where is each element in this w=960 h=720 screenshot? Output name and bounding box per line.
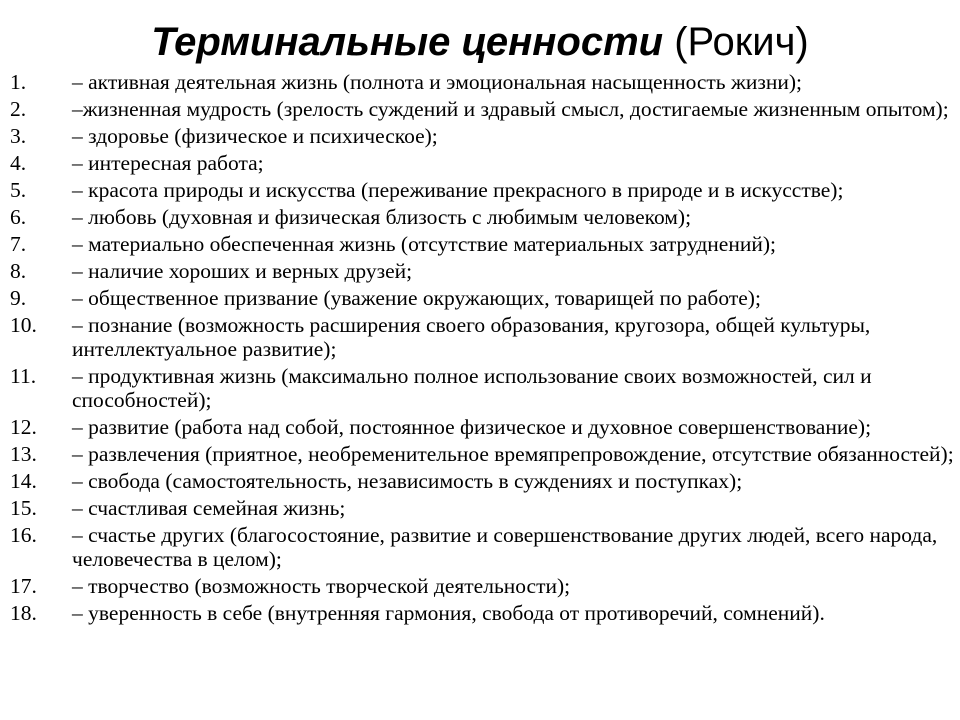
item-text: – уверенность в себе (внутренняя гармония, свобода от противоречий, сомнений). xyxy=(72,601,825,625)
list-item xyxy=(10,259,955,283)
list-item xyxy=(10,178,955,202)
item-number: 10. xyxy=(10,313,37,337)
item-number: 13. xyxy=(10,442,37,466)
item-text: – активная деятельная жизнь (полнота и эмоциональная насыщенность жизни); xyxy=(72,70,802,94)
item-text: – продуктивная жизнь (максимально полное использование своих возможностей, сил и способностей); xyxy=(72,364,872,412)
item-text: – любовь (духовная и физическая близость с любимым человеком); xyxy=(72,205,692,229)
title-main: Терминальные ценности xyxy=(151,20,664,64)
item-number: 18. xyxy=(10,601,37,625)
list-item xyxy=(10,574,955,598)
list-item xyxy=(10,97,955,121)
values-list xyxy=(10,70,955,628)
list-item xyxy=(10,151,955,175)
item-text: – познание (возможность расширения своего образования, кругозора, общей культуры, интеллектуальное развитие); xyxy=(72,313,871,361)
item-text: – счастливая семейная жизнь; xyxy=(72,496,346,520)
item-text: – развлечения (приятное, необременительное времяпрепровождение, отсутствие обязанностей); xyxy=(72,442,954,466)
item-text: – творчество (возможность творческой деятельности); xyxy=(72,574,571,598)
item-number: 7. xyxy=(10,232,27,256)
item-text: – счастье других (благосостояние, развитие и совершенствование других людей, всего народа, человечества в целом); xyxy=(72,523,938,571)
list-item xyxy=(10,286,955,310)
item-number: 15. xyxy=(10,496,37,520)
item-number: 9. xyxy=(10,286,27,310)
item-number: 17. xyxy=(10,574,37,598)
list-item xyxy=(10,496,955,520)
item-text: – наличие хороших и верных друзей; xyxy=(72,259,413,283)
item-text: –жизненная мудрость (зрелость суждений и здравый смысл, достигаемые жизненным опытом); xyxy=(72,97,949,121)
item-text: – здоровье (физическое и психическое); xyxy=(72,124,438,148)
item-number: 2. xyxy=(10,97,27,121)
item-number: 1. xyxy=(10,70,27,94)
list-item xyxy=(10,415,955,439)
item-number: 5. xyxy=(10,178,27,202)
list-item xyxy=(10,442,955,466)
item-number: 16. xyxy=(10,523,37,547)
item-text: – развитие (работа над собой, постоянное физическое и духовное совершенствование); xyxy=(72,415,872,439)
list-item xyxy=(10,205,955,229)
item-text: – общественное призвание (уважение окружающих, товарищей по работе); xyxy=(72,286,761,310)
item-number: 12. xyxy=(10,415,37,439)
item-number: 11. xyxy=(10,364,37,388)
list-item xyxy=(10,313,955,361)
item-number: 3. xyxy=(10,124,27,148)
list-item xyxy=(10,523,955,571)
item-number: 8. xyxy=(10,259,27,283)
slide-title xyxy=(0,14,960,70)
list-item xyxy=(10,232,955,256)
title-subtitle: (Рокич) xyxy=(674,20,809,64)
item-number: 4. xyxy=(10,151,27,175)
item-text: – свобода (самостоятельность, независимость в суждениях и поступках); xyxy=(72,469,743,493)
list-item xyxy=(10,364,955,412)
item-text: – материально обеспеченная жизнь (отсутствие материальных затруднений); xyxy=(72,232,776,256)
item-number: 6. xyxy=(10,205,27,229)
item-text: – интересная работа; xyxy=(72,151,264,175)
item-text: – красота природы и искусства (переживание прекрасного в природе и в искусстве); xyxy=(72,178,844,202)
list-item xyxy=(10,70,955,94)
item-number: 14. xyxy=(10,469,37,493)
list-item xyxy=(10,601,955,625)
list-item xyxy=(10,469,955,493)
list-item xyxy=(10,124,955,148)
